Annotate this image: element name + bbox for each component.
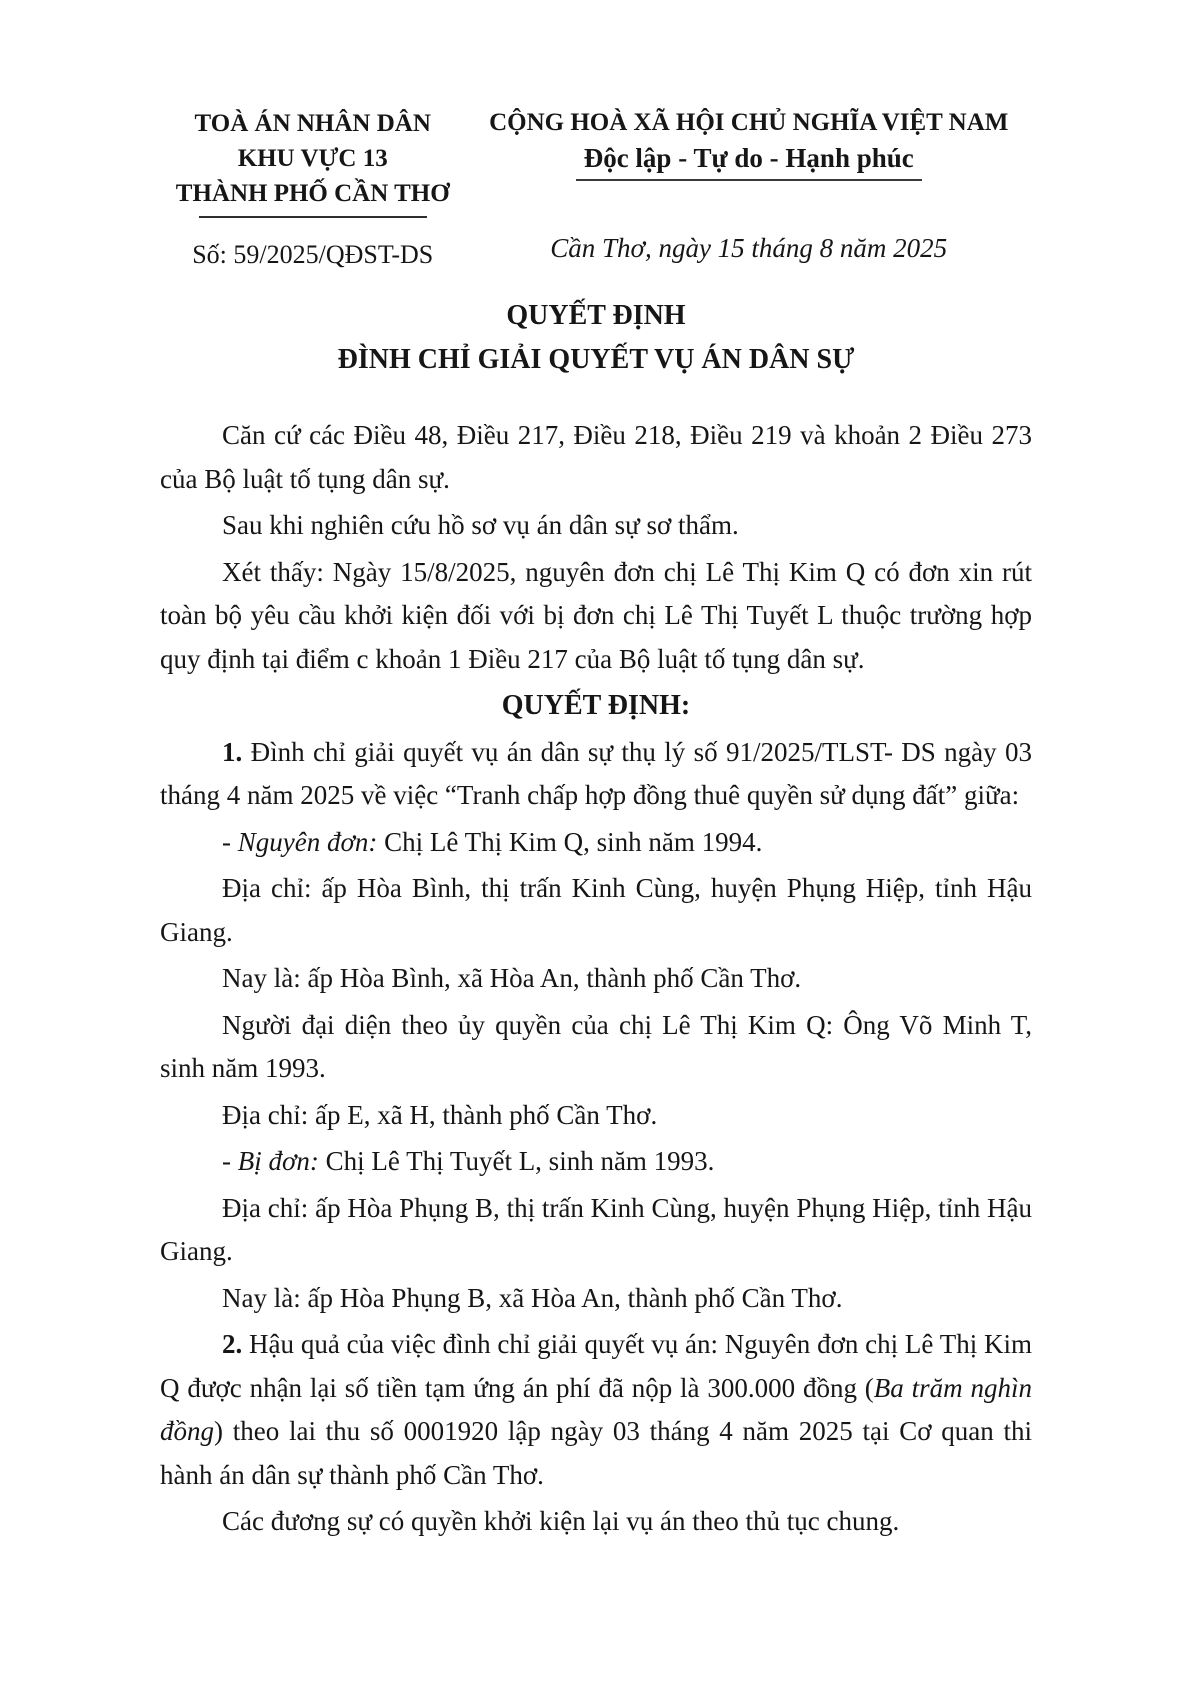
body-paragraph: Căn cứ các Điều 48, Điều 217, Điều 218, Điều 219 và khoản 2 Điều 273 của Bộ luật tố tụng dân sự. (160, 420, 1032, 494)
body-paragraph: Nay là: ấp Hòa Phụng B, xã Hòa An, thành phố Cần Thơ. (222, 1282, 843, 1313)
court-name-line-2: KHU VỰC 13 (237, 145, 388, 172)
national-header-block (465, 106, 1032, 264)
decision-subtitle: ĐÌNH CHỈ GIẢI QUYẾT VỤ ÁN DÂN SỰ (337, 344, 855, 375)
court-name-underline (199, 216, 427, 218)
body-paragraph: Xét thấy: Ngày 15/8/2025, nguyên đơn chị Lê Thị Kim Q có đơn xin rút toàn bộ yêu cầu khởi kiện đối với bị đơn chị Lê Thị Tuyết L thuộc trường hợp quy định tại điểm c khoản 1 Điều 217 của Bộ luật tố tụng dân sự. (160, 556, 1032, 674)
body-paragraph: Địa chỉ: ấp Hòa Bình, thị trấn Kinh Cùng, huyện Phụng Hiệp, tỉnh Hậu Giang. (160, 873, 1032, 947)
country-name: CỘNG HOÀ XÃ HỘI CHỦ NGHĨA VIỆT NAM (489, 109, 1009, 136)
document-body (160, 414, 1032, 1544)
decision-title: QUYẾT ĐỊNH (506, 300, 686, 331)
national-motto: Độc lập - Tự do - Hạnh phúc (576, 140, 922, 181)
body-paragraph: Các đương sự có quyền khởi kiện lại vụ án theo thủ tục chung. (222, 1506, 900, 1536)
document-number: Số: 59/2025/QĐST-DS (192, 240, 434, 269)
body-paragraph: Sau khi nghiên cứu hồ sơ vụ án dân sự sơ thẩm. (222, 510, 739, 540)
body-paragraph: Người đại diện theo ủy quyền của chị Lê Thị Kim Q: Ông Võ Minh T, sinh năm 1993. (160, 1009, 1032, 1083)
body-paragraph: - Bị đơn: Chị Lê Thị Tuyết L, sinh năm 1993. (222, 1146, 715, 1176)
body-paragraph: 1. Đình chỉ giải quyết vụ án dân sự thụ lý số 91/2025/TLST- DS ngày 03 tháng 4 năm 2025 về việc “Tranh chấp hợp đồng thuê quyền sử dụng đất” giữa: (160, 736, 1032, 810)
court-name-line-3: THÀNH PHỐ CẦN THƠ (175, 180, 450, 207)
decision-title-block (160, 294, 1032, 382)
body-paragraph: 2. Hậu quả của việc đình chỉ giải quyết vụ án: Nguyên đơn chị Lê Thị Kim Q được nhận lại số tiền tạm ứng án phí đã nộp là 300.000 đồng (Ba trăm nghìn đồng) theo lai thu số 0001920 lập ngày 03 tháng 4 năm 2025 tại Cơ quan thi hành án dân sự thành phố Cần Thơ. (160, 1329, 1032, 1490)
court-name-block (160, 106, 465, 270)
decision-section-heading: QUYẾT ĐỊNH: (501, 690, 691, 721)
document-header (160, 106, 1032, 270)
body-paragraph: Địa chỉ: ấp Hòa Phụng B, thị trấn Kinh Cùng, huyện Phụng Hiệp, tỉnh Hậu Giang. (160, 1192, 1032, 1266)
body-paragraph: - Nguyên đơn: Chị Lê Thị Kim Q, sinh năm 1994. (222, 826, 763, 857)
body-paragraph: Nay là: ấp Hòa Bình, xã Hòa An, thành phố Cần Thơ. (222, 963, 802, 993)
place-date-line: Cần Thơ, ngày 15 tháng 8 năm 2025 (550, 233, 948, 263)
body-paragraph: Địa chỉ: ấp E, xã H, thành phố Cần Thơ. (222, 1099, 658, 1130)
court-name-line-1: TOÀ ÁN NHÂN DÂN (194, 110, 431, 137)
